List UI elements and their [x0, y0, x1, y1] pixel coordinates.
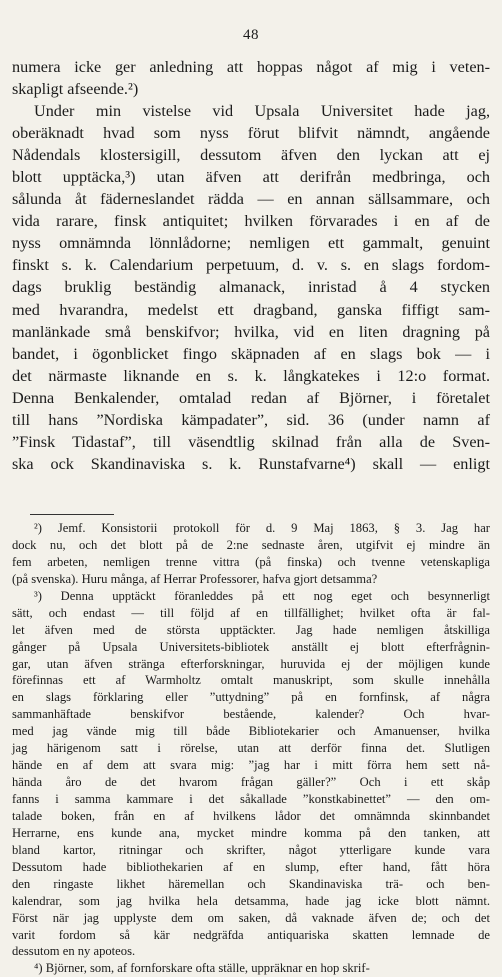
- footnote-line: ²) Jemf. Konsistorii protokoll för d. 9 Maj 1863, § 3. Jag har: [34, 521, 490, 535]
- footnote-line: fem arbeten, nemligen trenne vittra (på finska) och tvenne vetenskapliga: [12, 554, 490, 569]
- footnote-separator: [30, 514, 114, 515]
- body-line: oberäknadt hvad som nyss förut blifvit nämndt, angående: [12, 124, 490, 143]
- footnote-line: sätt, och endast — till följd af en tillfällighet; hvilket ofta är fal-: [12, 605, 490, 620]
- footnote-line: förefinnas ett af Warmholtz omtalt manuskript, som skulle innehålla: [12, 673, 490, 688]
- footnote-line: bland kartor, ritningar och skrifter, något ytterligare kunde vara: [12, 842, 490, 857]
- body-line: Denna Benkalender, omtalad redan af Björner, i företalet: [12, 388, 490, 407]
- footnote-line: hände en af dem att svara mig: ”jag har i mitt förra hem sett nå-: [12, 758, 490, 773]
- body-line: ”Finsk Tidastaf”, till väsendtlig skilnad från alla de Sven-: [12, 432, 490, 451]
- footnote-line: gånger på Upsala Universitets-bibliotek anställt ej blott efterfrågnin-: [12, 639, 490, 654]
- footnote-line: ³) Denna upptäckt föranleddes på ett nog eget och besynnerligt: [34, 588, 490, 603]
- footnote-line: den ringaste likhet häremellan och Skandinaviska trä- och ben-: [12, 876, 490, 891]
- body-line: vida rarare, finsk antiquitet; hvilken förvarades i en af de: [12, 212, 490, 231]
- body-line: skapligt afseende.²): [12, 80, 139, 99]
- footnote-line: en slags förklaring eller ”uttydning” på en fornfinsk, af några: [12, 690, 490, 705]
- body-line: manlänkade små benskifvor; hvilka, vid en liten dragning på: [12, 322, 490, 341]
- body-line: det närmaste liknande en s. k. långkatekes i 12:o format.: [12, 366, 490, 385]
- footnote-line: dock nu, och det blott på de 2:ne sednaste åren, utgifvit ej mindre än: [12, 537, 490, 552]
- body-line: bandet, i ögonblicket fingo skäpnaden af en slags bok — i: [12, 344, 490, 363]
- footnote-line: Först när jag upplyste dem om saken, då vaknade äfven de; och det: [12, 910, 490, 925]
- body-line: sålunda åt fäderneslandet rädda — en annan sällsammare, och: [12, 190, 490, 209]
- footnotes: [12, 520, 490, 977]
- footnote-line: fanns i samma kammare i det såkallade ”konstkabinettet” — den om-: [12, 792, 490, 806]
- footnote-line: Dessutom hade bibliothekarien af en slump, efter hand, fått höra: [12, 859, 490, 874]
- footnote-line: med jag vände mig till både Bibliotekarier och Amanuenser, hvilka: [12, 724, 490, 739]
- body-line: nyss omnämnda lönnlådorne; nemligen ett gammalt, genuint: [12, 234, 490, 253]
- body-line: till hans ”Nordiska kämpadater”, sid. 36 (under namn af: [12, 410, 490, 429]
- footnote-line: talade boken, från en af hvilkens lådor det omnämnda skinnbandet: [12, 808, 490, 823]
- body-line: finskt s. k. Calendarium perpetuum, d. v. s. en slags fordom-: [12, 256, 490, 275]
- footnote-line: ⁴) Björner, som, af fornforskare ofta ställe, uppräknar en hop skrif-: [34, 961, 370, 976]
- body-line: blott upptäcka,³) utan äfven att derifrån medbringa, och: [12, 168, 490, 187]
- body-line: ska ock Skandinaviska s. k. Runstafvarne⁴) skall — enligt: [12, 454, 490, 473]
- footnote-line: sammanhäftade benskifvor bestående, kalender? Och hvar-: [12, 707, 490, 722]
- footnote-line: Herrarne, ens kunde ana, mycket mindre komma på den tanken, att: [12, 825, 490, 840]
- footnote-line: varit fordom så kär nedgräfda antiquariska skatten lemnade de: [12, 927, 490, 942]
- footnote-line: jag härigenom satt i rörelse, utan att derför finna det. Slutligen: [12, 741, 490, 756]
- body-line: Under min vistelse vid Upsala Universitet hade jag,: [34, 102, 490, 121]
- footnote-line: kalendrar, som jag hvilka hela detsamma, hade jag icke blott nämnt.: [12, 893, 490, 908]
- body-line: Nådendals klostersigill, dessutom äfven den lyckan att ej: [12, 146, 490, 165]
- body-text: [12, 56, 490, 475]
- footnote-line: dessutom en ny apoteos.: [12, 944, 136, 959]
- footnote-line: hända åro de det hvarom frågan gäller?” Och i ett skåp: [12, 775, 490, 790]
- page-number: 48: [243, 27, 259, 43]
- footnote-line: gar, utan äfven stränga efterforskningar, huruvida ej der möjligen kunde: [12, 656, 490, 671]
- body-line: med hvarandra, medelst ett dragband, ganska fiffigt sam-: [12, 300, 490, 319]
- footnote-line: let äfven med de största upptäckter. Jag hade nemligen åtskilliga: [12, 622, 490, 637]
- footnote-line: (på svenska). Huru många, af Herrar Professorer, hafva gjort detsamma?: [12, 571, 378, 586]
- body-line: numera icke ger anledning att hoppas något af mig i veten-: [12, 58, 490, 76]
- body-line: dags bruklig beständig almanack, inristad å 4 stycken: [12, 278, 490, 297]
